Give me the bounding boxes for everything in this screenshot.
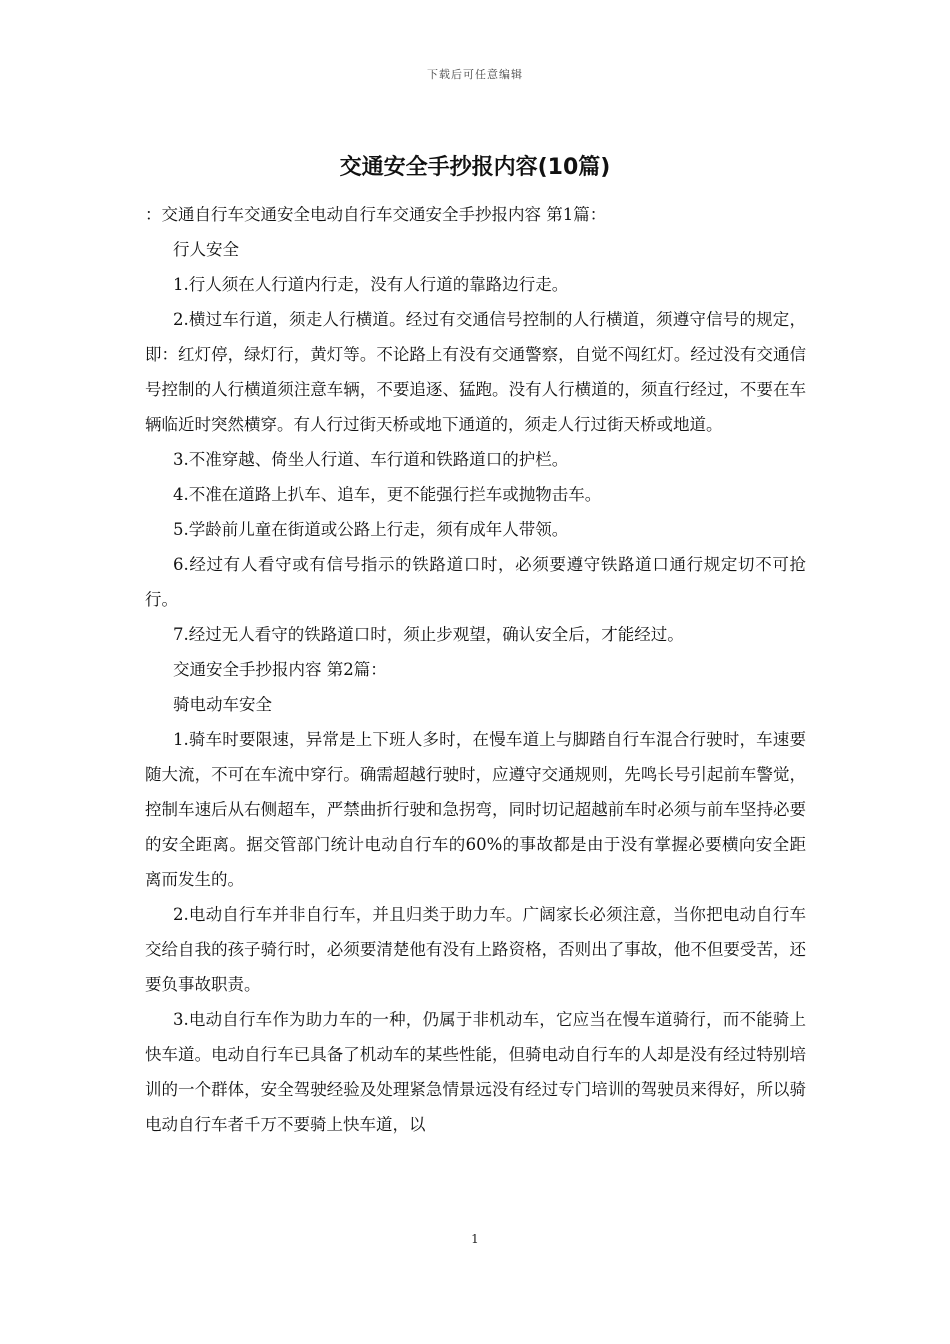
- paragraph: 1.行人须在人行道内行走，没有人行道的靠路边行走。: [173, 275, 569, 294]
- paragraph: 3.不准穿越、倚坐人行道、车行道和铁路道口的护栏。: [173, 450, 569, 469]
- paragraph: 3.电动自行车作为助力车的一种，仍属于非机动车，它应当在慢车道骑行，而不能骑上快车道。电动自行车已具备了机动车的某些性能，但骑电动自行车的人却是没有经过特别培训的一个群体，安全驾驶经验及处理紧急情景远没有经过专门培训的驾驶员来得好，所以骑电动自行车者千万不要骑上快车道，以: [145, 1010, 806, 1134]
- paragraph: 1.骑车时要限速，异常是上下班人多时，在慢车道上与脚踏自行车混合行驶时，车速要随大流，不可在车流中穿行。确需超越行驶时，应遵守交通规则，先鸣长号引起前车警觉，控制车速后从右侧超车，严禁曲折行驶和急拐弯，同时切记超越前车时必须与前车坚持必要的安全距离。据交管部门统计电动自行车的60%的事故都是由于没有掌握必要横向安全距离而发生的。: [145, 730, 806, 889]
- paragraph: 4.不准在道路上扒车、追车，更不能强行拦车或抛物击车。: [173, 485, 602, 504]
- paragraph: 7.经过无人看守的铁路道口时，须止步观望，确认安全后，才能经过。: [173, 625, 684, 644]
- paragraph: 5.学龄前儿童在街道或公路上行走，须有成年人带领。: [173, 520, 569, 539]
- intro-line: ：交通自行车交通安全电动自行车交通安全手抄报内容 第1篇：: [145, 205, 607, 224]
- header-note: 下载后可任意编辑: [427, 68, 523, 81]
- page-number: 1: [471, 1232, 479, 1246]
- paragraph: 6.经过有人看守或有信号指示的铁路道口时，必须要遵守铁路道口通行规定切不可抢行。: [145, 555, 806, 609]
- document-title: 交通安全手抄报内容(10篇): [339, 155, 611, 180]
- section-heading-pedestrian: 行人安全: [173, 240, 239, 259]
- document-body: [145, 197, 806, 1142]
- section-title-part-2: 交通安全手抄报内容 第2篇：: [173, 660, 387, 679]
- paragraph: 2.横过车行道，须走人行横道。经过有交通信号控制的人行横道，须遵守信号的规定，即：红灯停，绿灯行，黄灯等。不论路上有没有交通警察，自觉不闯红灯。经过没有交通信号控制的人行横道须注意车辆，不要追逐、猛跑。没有人行横道的，须直行经过，不要在车辆临近时突然横穿。有人行过街天桥或地下通道的，须走人行过街天桥或地道。: [145, 310, 806, 434]
- section-heading-ebike: 骑电动车安全: [173, 695, 272, 714]
- paragraph: 2.电动自行车并非自行车，并且归类于助力车。广阔家长必须注意，当你把电动自行车交给自我的孩子骑行时，必须要清楚他有没有上路资格，否则出了事故，他不但要受苦，还要负事故职责。: [145, 905, 806, 994]
